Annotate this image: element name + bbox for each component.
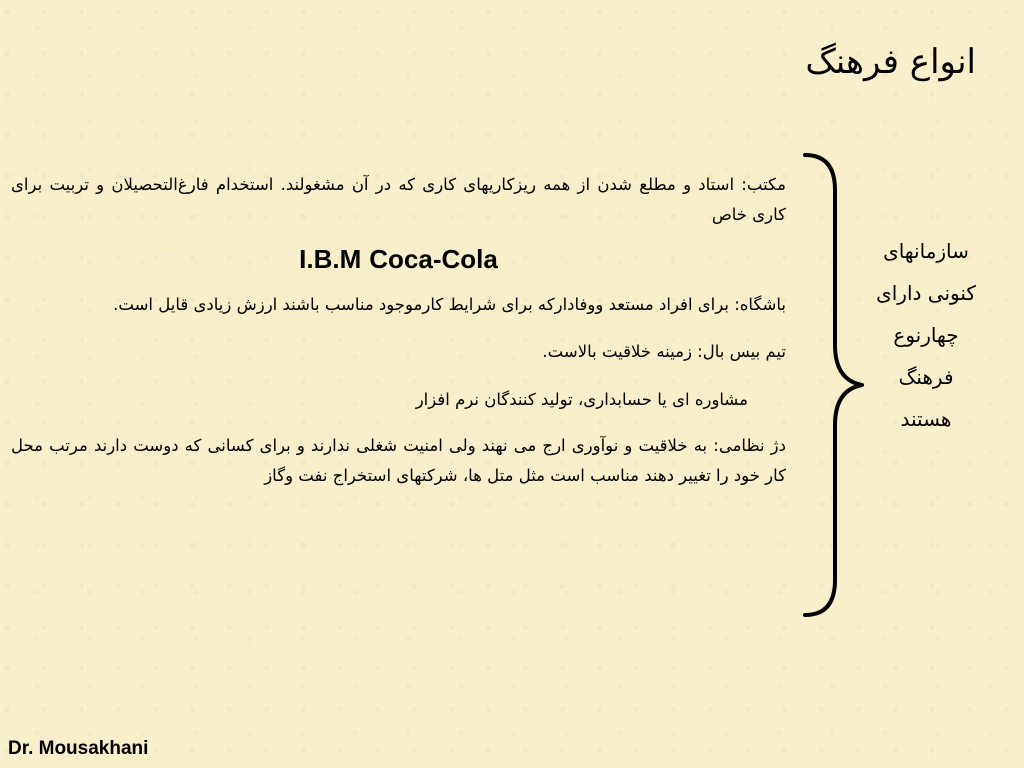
office-culture-text: مکتب: استاد و مطلع شدن از همه ریزکاریهای کاری که در آن مشغولند. استخدام فارغ‌التحصیلان و تربیت برای کاری خاص (11, 175, 786, 224)
side-label-line: سازمانهای (883, 239, 969, 263)
side-label-line: کنونی دارای (876, 281, 976, 305)
side-label-line: هستند (900, 407, 952, 431)
slide-title: انواع فرهنگ (805, 42, 976, 82)
brand-examples (11, 242, 786, 276)
side-label-line: فرهنگ (898, 365, 954, 389)
side-label-line: چهارنوع (893, 323, 959, 347)
side-summary-label (856, 230, 996, 440)
brand-ibm: I.B.M (299, 244, 362, 274)
fortress-culture-text: دژ نظامی: به خلاقیت و نوآوری ارج می نهند ولی امنیت شغلی ندارند و برای کسانی که دوست دارند مرتب محل کار خود را تغییر دهند مناسب است مثل متل ها، شرکتهای استخراج نفت وگاز (11, 436, 786, 485)
brand-coca-cola: Coca-Cola (369, 244, 498, 274)
culture-types-list (11, 170, 786, 508)
author-footer: Dr. Mousakhani (8, 738, 149, 759)
consulting-examples-text: مشاوره ای یا حسابداری، تولید کنندگان نرم افزار (415, 389, 748, 409)
club-culture-text: باشگاه: برای افراد مستعد ووفادارکه برای شرایط کارموجود مناسب باشند ارزش زیادی قایل است. (113, 295, 786, 314)
baseball-team-culture-text: تیم بیس بال: زمینه خلاقیت بالاست. (542, 341, 786, 361)
